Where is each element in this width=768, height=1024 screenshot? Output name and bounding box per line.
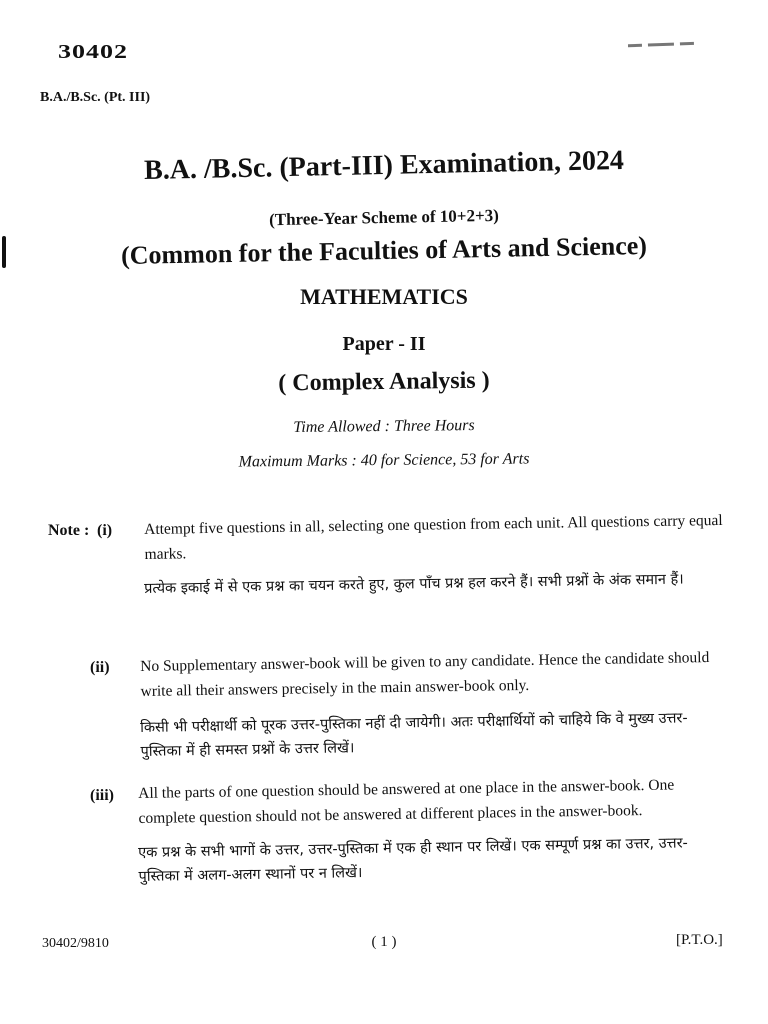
faculties-line: (Common for the Faculties of Arts and Science): [120, 230, 648, 271]
note-english: Attempt five questions in all, selecting one question from each unit. All questions carry equal marks.: [144, 511, 723, 563]
note-hindi: प्रत्येक इकाई में से एक प्रश्न का चयन करते हुए, कुल पाँच प्रश्न हल करने हैं। सभी प्रश्नों के अंक समान हैं।: [144, 571, 684, 597]
faded-page-count-mark: [628, 39, 698, 51]
note-hindi: किसी भी परीक्षार्थी को पूरक उत्तर-पुस्तिका नहीं दी जायेगी। अतः परीक्षार्थियों को चाहिये कि वे मुख्य उत्तर-पुस्तिका में ही समस्त प्रश्नों के उत्तर लिखें।: [140, 710, 688, 760]
note-number: (i): [97, 522, 113, 539]
maximum-marks: Maximum Marks : 40 for Science, 53 for Arts: [238, 450, 530, 471]
subject-title: MATHEMATICS: [300, 284, 468, 309]
note-hindi: एक प्रश्न के सभी भागों के उत्तर, उत्तर-पुस्तिका में एक ही स्थान पर लिखें। एक सम्पूर्ण प्रश्न का उत्तर, उत्तर-पुस्तिका में अलग-अलग स्थानों पर न लिखें।: [138, 835, 688, 885]
time-allowed: Time Allowed : Three Hours: [293, 417, 475, 436]
paper-code: 30402: [58, 40, 128, 63]
page-count-note: [628, 39, 698, 53]
exam-title: B.A. /B.Sc. (Part-III) Examination, 2024: [143, 144, 625, 187]
note-number: (ii): [90, 659, 110, 676]
pto-label: [P.T.O.]: [676, 932, 723, 948]
page-number: ( 1 ): [371, 934, 397, 950]
note-number: (iii): [90, 787, 114, 804]
note-english: All the parts of one question should be answered at one place in the answer-book. One complete question should not be answered at different places in the answer-book.: [138, 776, 675, 827]
paper-number: Paper - II: [342, 333, 426, 355]
course-label: B.A./B.Sc. (Pt. III): [40, 90, 151, 105]
paper-topic: ( Complex Analysis ): [278, 367, 490, 397]
scheme-line: (Three-Year Scheme of 10+2+3): [268, 205, 500, 230]
note-label: Note :: [48, 522, 90, 539]
footer-paper-code: 30402/9810: [42, 936, 109, 951]
note-english: No Supplementary answer-book will be given to any candidate. Hence the candidate should write all their answers precisely in the main answer-book only.: [140, 649, 710, 700]
